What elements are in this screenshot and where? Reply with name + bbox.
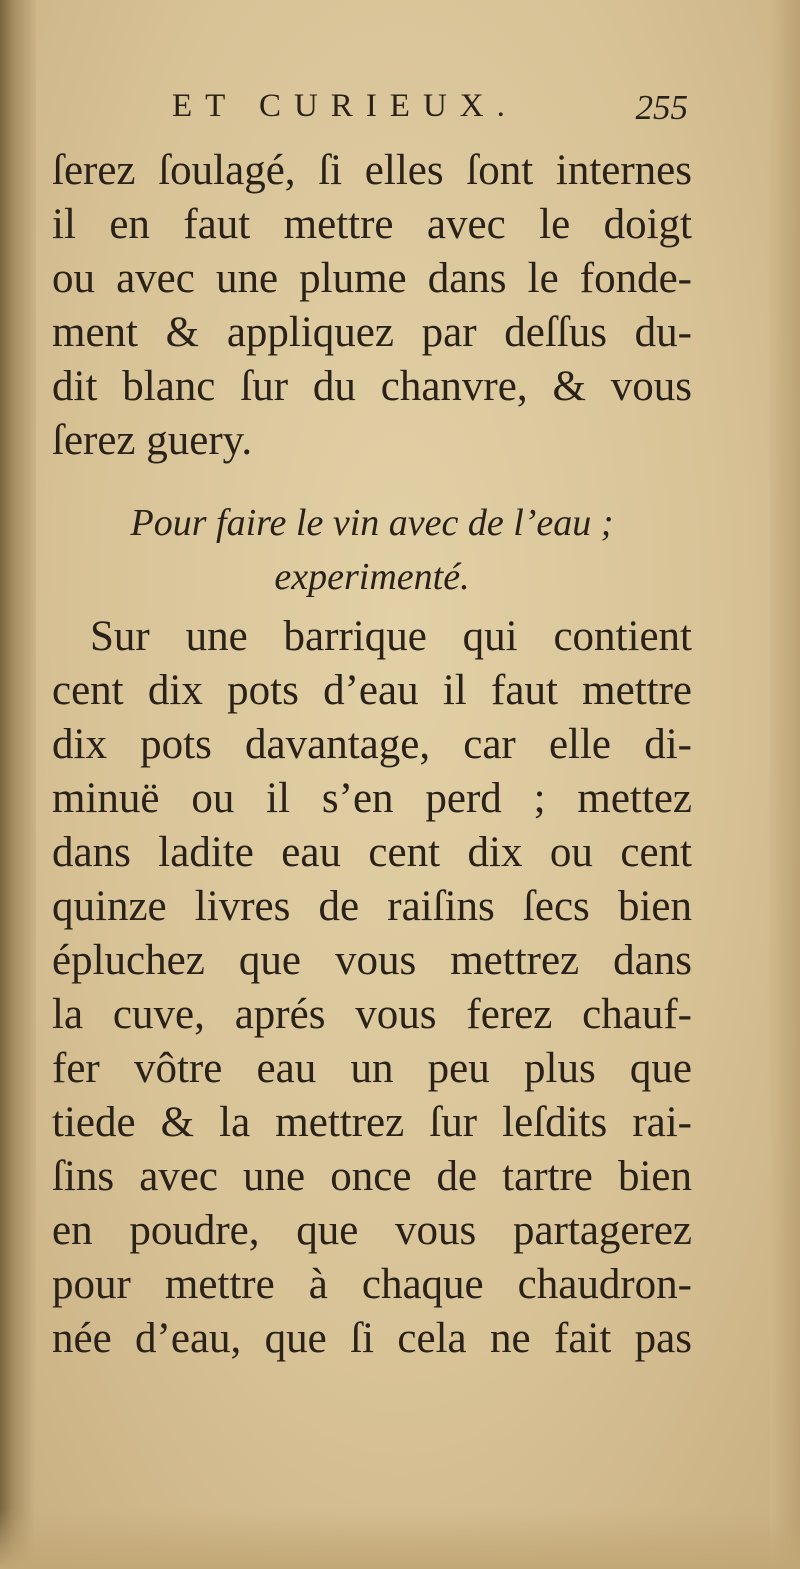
text-line: quinze livres de raiſins ſecs bien <box>52 883 692 930</box>
section-heading-line-2: experimenté. <box>274 556 470 598</box>
text-line: ou avec une plume dans le fonde- <box>52 255 692 302</box>
text-line: la cuve, aprés vous ferez chauf- <box>52 991 692 1038</box>
text-line: ſerez ſoulagé, ſi elles ſont internes <box>52 147 692 194</box>
section-heading <box>52 496 692 604</box>
text-line: fer vôtre eau un peu plus que <box>52 1045 692 1092</box>
page-number: 255 <box>635 88 688 127</box>
page-edge-bottom <box>0 1509 800 1569</box>
paragraph-recipe <box>52 610 692 1366</box>
text-line: née d’eau, que ſi cela ne fait pas <box>52 1315 692 1362</box>
running-title: ET CURIEUX. <box>172 88 518 124</box>
text-line: dans ladite eau cent dix ou cent <box>52 829 692 876</box>
section-heading-line-1: Pour faire le vin avec de l’eau ; <box>130 502 614 544</box>
text-line: cent dix pots d’eau il faut mettre <box>52 667 692 714</box>
text-line: dit blanc ſur du chanvre, & vous <box>52 363 692 410</box>
running-head <box>52 86 692 144</box>
text-line: tiede & la mettrez ſur leſdits rai- <box>52 1099 692 1146</box>
text-line: ſins avec une once de tartre bien <box>52 1153 692 1200</box>
text-line: en poudre, que vous partagerez <box>52 1207 692 1254</box>
text-line: minuë ou il s’en perd ; mettez <box>52 775 692 822</box>
page-edge-right <box>770 0 800 1569</box>
text-line: pour mettre à chaque chaudron- <box>52 1261 692 1308</box>
text-line: Sur une barrique qui contient <box>90 613 692 660</box>
paragraph-continuation <box>52 144 692 468</box>
text-line: ment & appliquez par deſſus du- <box>52 309 692 356</box>
text-line: dix pots davantage, car elle di- <box>52 721 692 768</box>
text-block <box>52 86 692 1366</box>
text-line: épluchez que vous mettrez dans <box>52 937 692 984</box>
binding-shadow <box>0 0 36 1569</box>
text-line: il en faut mettre avec le doigt <box>52 201 692 248</box>
text-line: ſerez guery. <box>52 417 253 464</box>
